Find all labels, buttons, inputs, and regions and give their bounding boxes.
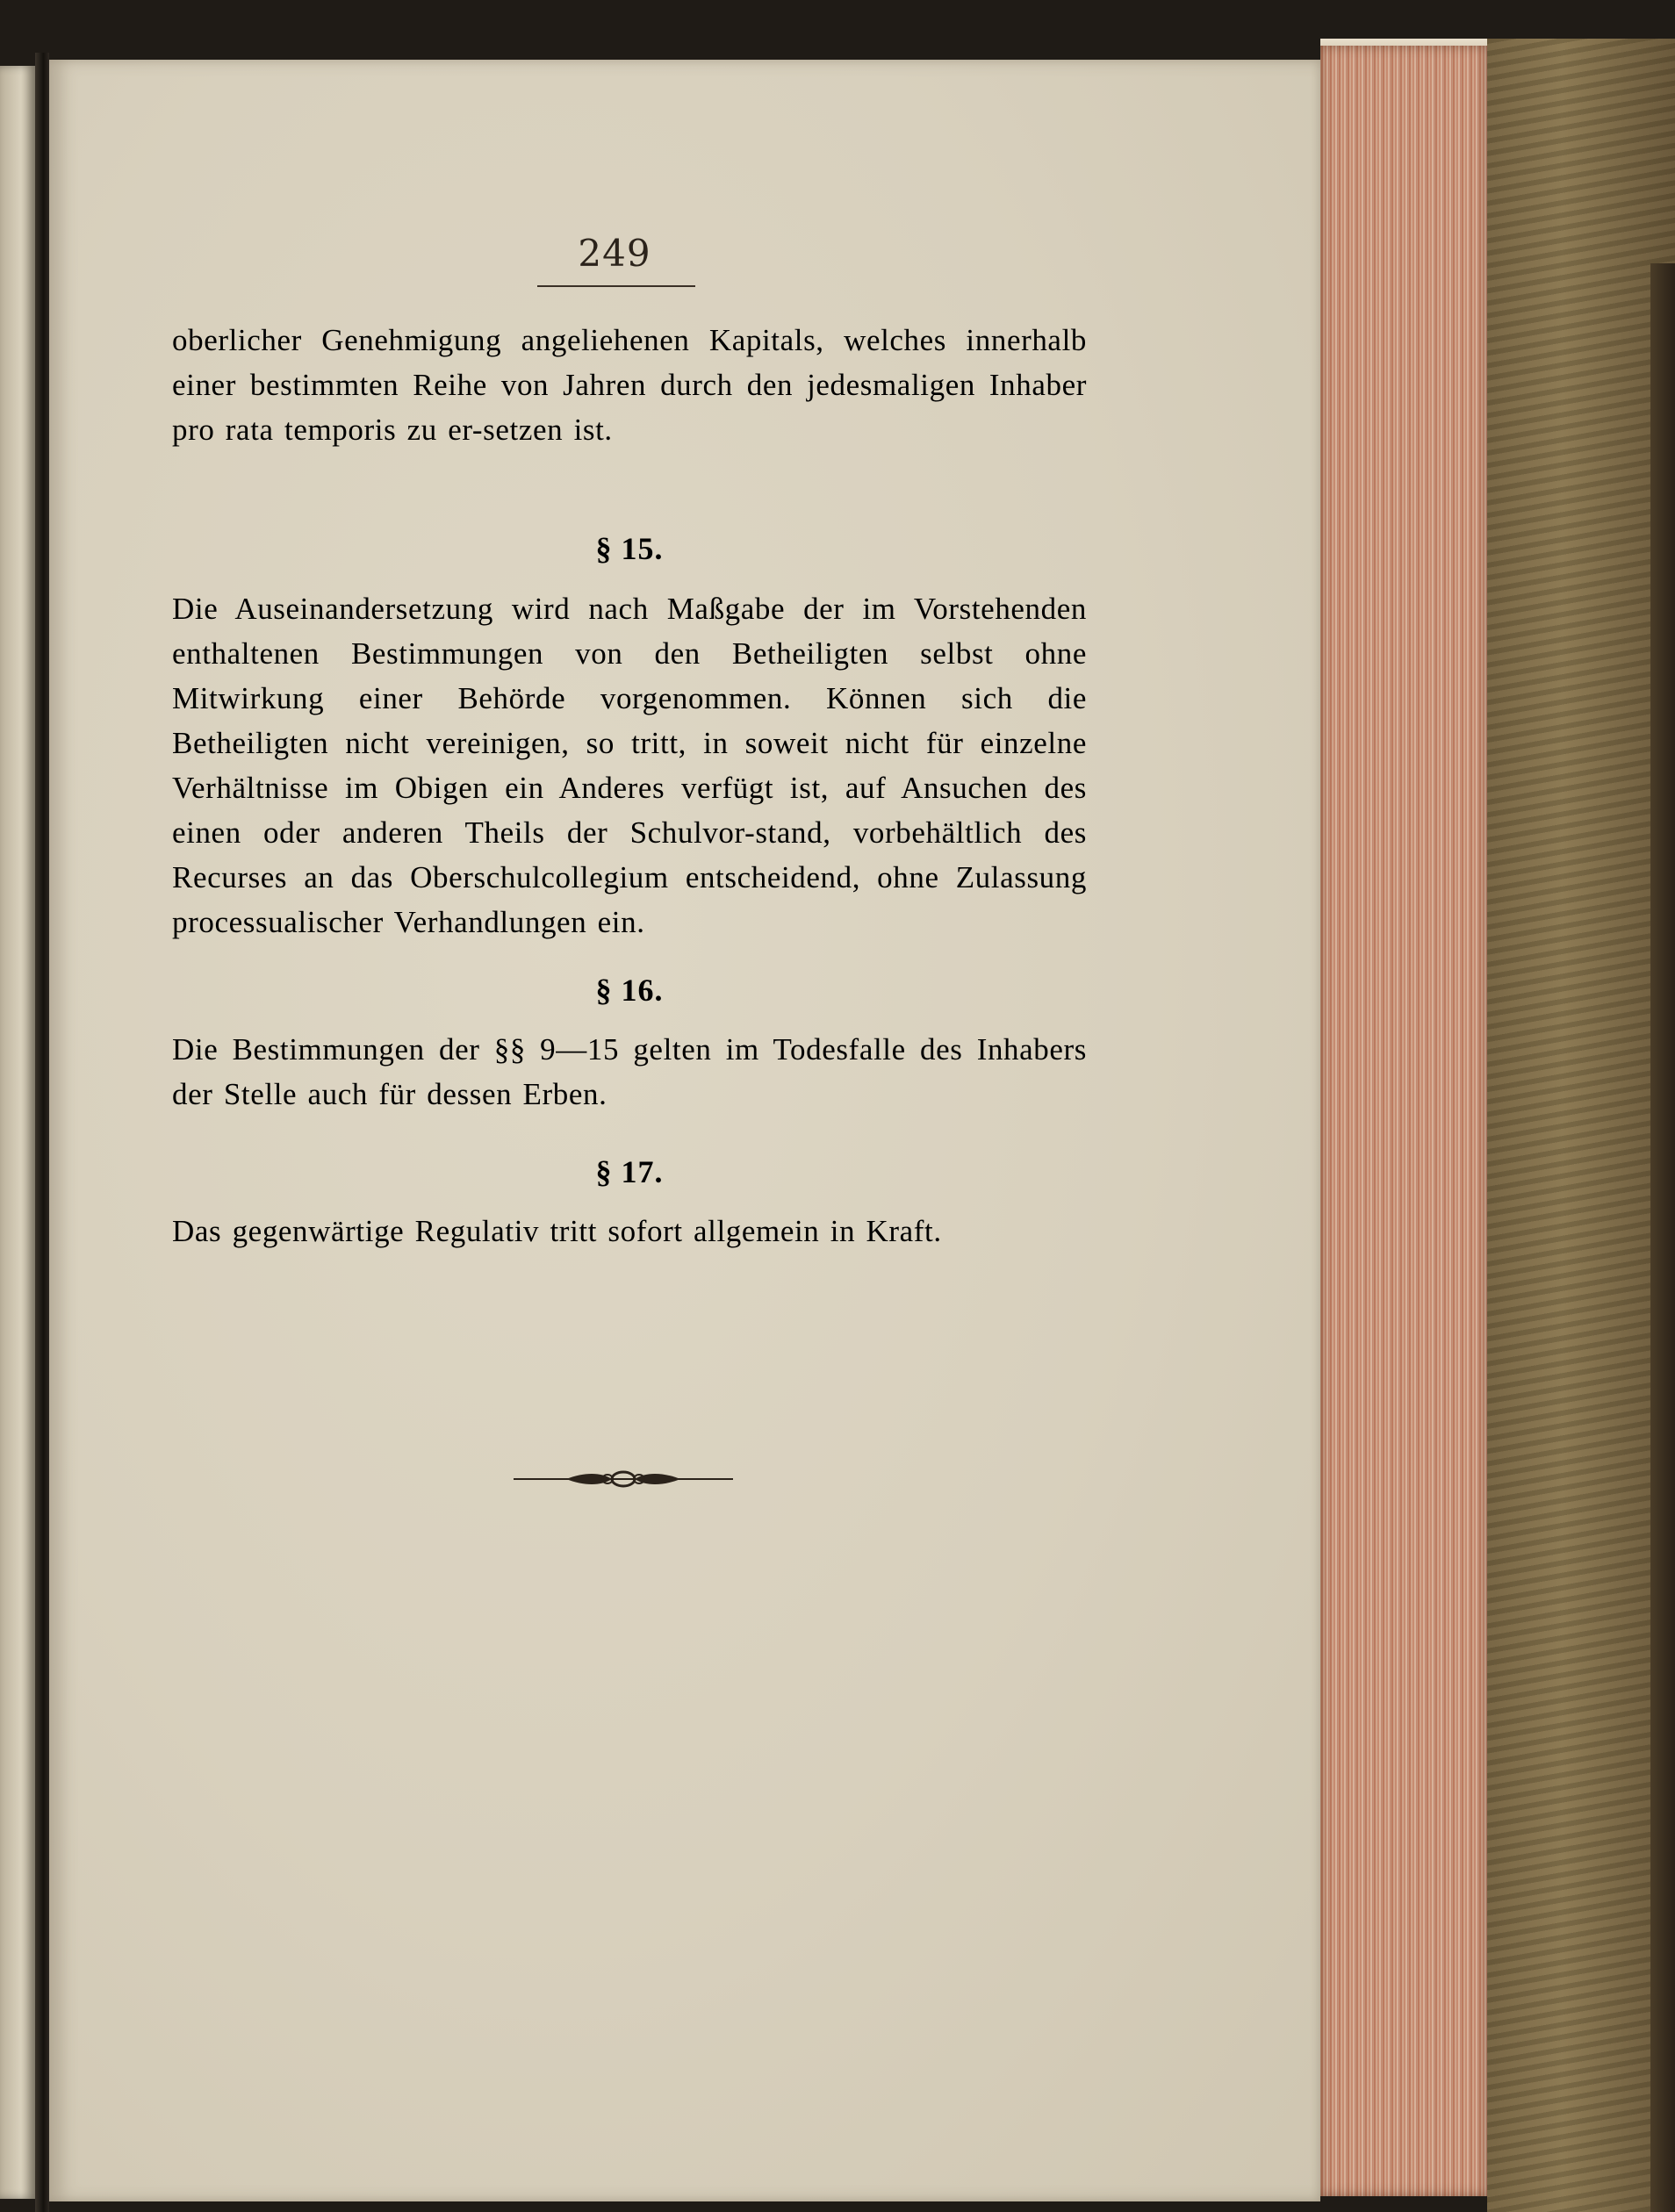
section-heading-17: § 17. [595,1154,664,1189]
page-number-rule [537,285,695,287]
page-edges [1320,46,1487,2196]
section-text-17: Das gegenwärtige Regulativ tritt sofort allgemein in Kraft. [172,1214,942,1248]
book-gutter [35,53,49,2212]
end-ornament-icon [514,1464,733,1494]
paragraph-continuation: oberlicher Genehmigung angeliehenen Kapitals, welches innerhalb einer bestimmten Reihe von Jahren durch den jedesmaligen Inhaber pro rata temporis zu er-setzen ist. [172,323,1087,447]
previous-page-edge [0,66,35,2199]
section-heading-16: § 16. [595,973,664,1008]
book-cover [1487,39,1675,2212]
cover-edge [1650,263,1675,2212]
section-text-16: Die Bestimmungen der §§ 9—15 gelten im Todesfalle des Inhabers der Stelle auch für dessen Erben. [172,1032,1087,1111]
page-number: 249 [578,232,651,275]
section-text-15: Die Auseinandersetzung wird nach Maßgabe der im Vorstehenden enthaltenen Bestimmungen von den Betheiligten selbst ohne Mitwirkung einer Behörde vorgenommen. Können sich die Betheiligten nicht vereinigen, so tritt, in soweit nicht für einzelne Verhältnisse im Obigen ein Anderes verfügt ist, auf Ansuchen des einen oder anderen Theils der Schulvor-stand, vorbehältlich des Recurses an das Oberschulcollegium entscheidend, ohne Zulassung processualischer Verhandlungen ein. [172,592,1087,939]
section-heading-15: § 15. [595,531,664,566]
